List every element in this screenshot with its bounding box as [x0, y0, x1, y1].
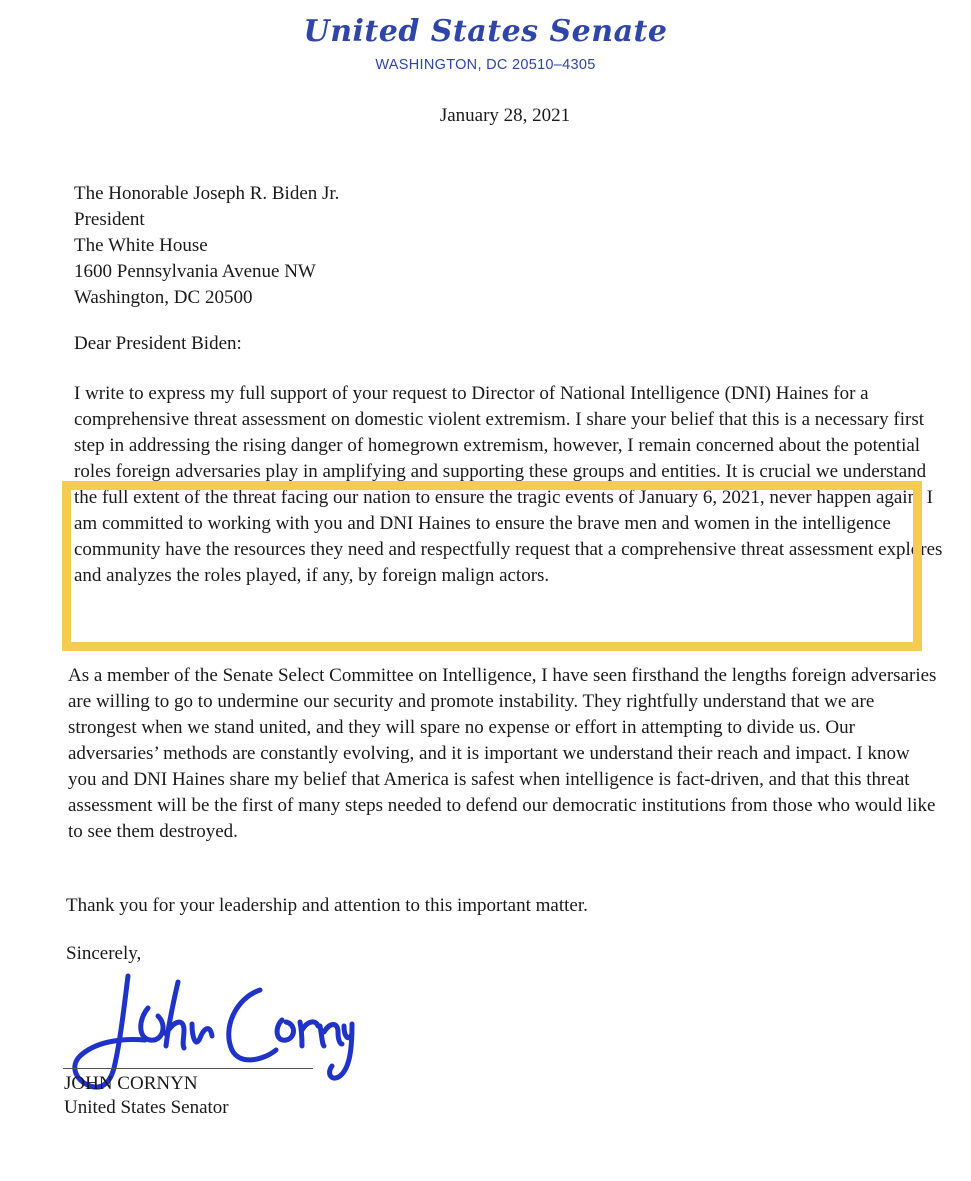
recipient-line: The White House — [74, 235, 208, 256]
letterhead-address: WASHINGTON, DC 20510–4305 — [375, 57, 596, 73]
letterhead-title: United States Senate — [303, 14, 668, 49]
recipient-line: President — [74, 209, 145, 230]
signature-line — [63, 1068, 313, 1069]
letterhead — [0, 14, 971, 73]
signer-title: United States Senator — [64, 1097, 229, 1118]
body-paragraph-1: I write to express my full support of your request to Director of National Intelligence (DNI) Haines for a comprehensive threat assessment on domestic violent extremism. I share your belief that this is a necessary first step in addressing the rising danger of homegrown extremism, however, I remain concerned about the potential roles foreign adversaries play in amplifying and supporting these groups and entities. It is crucial we understand the full extent of the threat facing our nation to ensure the tragic events of January 6, 2021, never happen again. I am committed to working with you and DNI Haines to ensure the brave men and women in the intelligence community have the resources they need and respectfully request that a comprehensive threat assessment explores and analyzes the roles played, if any, by foreign malign actors. — [74, 383, 943, 586]
letter-date: January 28, 2021 — [439, 105, 571, 126]
recipient-line: Washington, DC 20500 — [74, 287, 253, 308]
recipient-address — [74, 181, 944, 311]
salutation: Dear President Biden: — [74, 333, 242, 354]
recipient-line: The Honorable Joseph R. Biden Jr. — [74, 183, 340, 204]
thanks-paragraph: Thank you for your leadership and attention to this important matter. — [66, 895, 588, 916]
body-paragraph-2: As a member of the Senate Select Committee on Intelligence, I have seen firsthand the lengths foreign adversaries are willing to go to undermine our security and promote instability. They rightfully understand that we are strongest when we stand united, and they will spare no expense or effort in attempting to divide us. Our adversaries’ methods are constantly evolving, and it is important we understand their reach and impact. I know you and DNI Haines share my belief that America is safest when intelligence is fact-driven, and that this threat assessment will be the first of many steps needed to defend our democratic institutions from those who would like to see them destroyed. — [68, 665, 937, 842]
recipient-line: 1600 Pennsylvania Avenue NW — [74, 261, 316, 282]
closing: Sincerely, — [66, 943, 142, 964]
signer-name: JOHN CORNYN — [64, 1073, 198, 1094]
